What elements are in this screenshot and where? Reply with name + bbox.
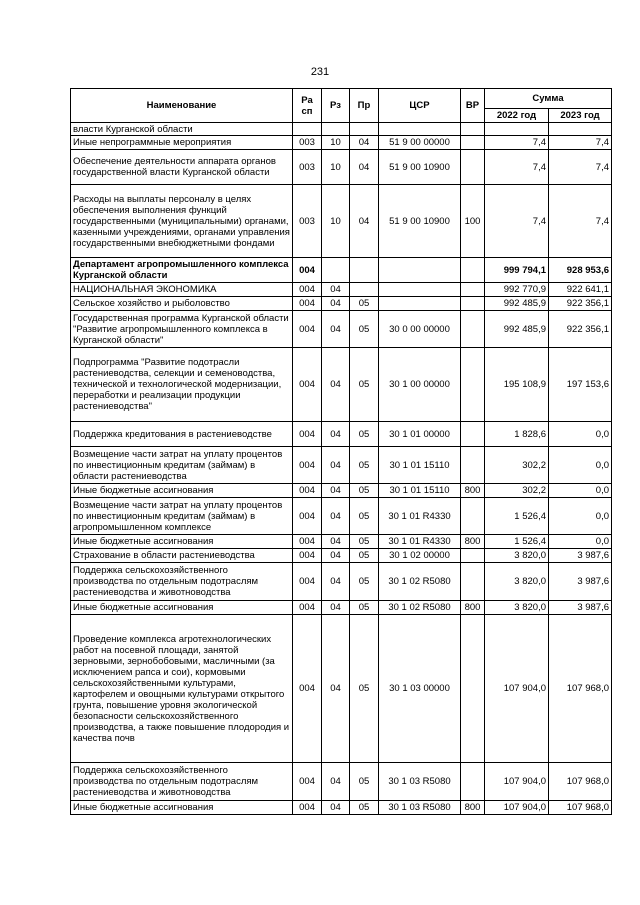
cell-vr bbox=[461, 447, 485, 484]
cell-rz: 10 bbox=[322, 136, 350, 150]
cell-vr bbox=[461, 136, 485, 150]
cell-name: Иные бюджетные ассигнования bbox=[71, 801, 293, 815]
header-year-2022: 2022 год bbox=[485, 109, 549, 123]
table-row bbox=[71, 447, 612, 484]
cell-rz: 04 bbox=[322, 801, 350, 815]
cell-rz: 04 bbox=[322, 563, 350, 601]
cell-csr: 51 9 00 10900 bbox=[379, 150, 461, 185]
cell-vr bbox=[461, 348, 485, 422]
cell-pr: 05 bbox=[350, 535, 379, 549]
cell-sum-2023: 0,0 bbox=[549, 422, 612, 447]
table-row bbox=[71, 311, 612, 348]
cell-vr bbox=[461, 563, 485, 601]
cell-csr bbox=[379, 258, 461, 283]
cell-rasp: 004 bbox=[293, 615, 322, 763]
cell-pr: 04 bbox=[350, 185, 379, 258]
cell-sum-2022: 3 820,0 bbox=[485, 563, 549, 601]
table-row bbox=[71, 258, 612, 283]
cell-sum-2022: 1 526,4 bbox=[485, 535, 549, 549]
cell-rz: 10 bbox=[322, 150, 350, 185]
cell-name: Поддержка сельскохозяйственного производства по отдельным подотраслям растениеводства и животноводства bbox=[71, 563, 293, 601]
header-sum: Сумма bbox=[485, 89, 612, 109]
table-row bbox=[71, 601, 612, 615]
cell-csr: 51 9 00 00000 bbox=[379, 136, 461, 150]
cell-rz: 04 bbox=[322, 283, 350, 297]
cell-rz: 04 bbox=[322, 348, 350, 422]
cell-pr: 05 bbox=[350, 484, 379, 498]
cell-name: Иные бюджетные ассигнования bbox=[71, 601, 293, 615]
cell-name: Иные бюджетные ассигнования bbox=[71, 535, 293, 549]
budget-table bbox=[70, 88, 612, 815]
cell-name: Поддержка сельскохозяйственного производства по отдельным подотраслям растениеводства и животноводства bbox=[71, 763, 293, 801]
cell-name: Сельское хозяйство и рыболовство bbox=[71, 297, 293, 311]
cell-vr: 100 bbox=[461, 185, 485, 258]
cell-rasp: 004 bbox=[293, 258, 322, 283]
cell-sum-2023: 107 968,0 bbox=[549, 763, 612, 801]
cell-rz: 04 bbox=[322, 484, 350, 498]
cell-sum-2023: 107 968,0 bbox=[549, 801, 612, 815]
cell-sum-2022: 195 108,9 bbox=[485, 348, 549, 422]
table-row bbox=[71, 297, 612, 311]
cell-name: Страхование в области растениеводства bbox=[71, 549, 293, 563]
cell-pr: 05 bbox=[350, 801, 379, 815]
cell-pr: 05 bbox=[350, 615, 379, 763]
cell-sum-2023: 3 987,6 bbox=[549, 549, 612, 563]
cell-sum-2023: 107 968,0 bbox=[549, 615, 612, 763]
cell-pr: 05 bbox=[350, 348, 379, 422]
table-row bbox=[71, 563, 612, 601]
cell-rasp: 003 bbox=[293, 136, 322, 150]
cell-rasp: 004 bbox=[293, 535, 322, 549]
cell-name: Расходы на выплаты персоналу в целях обеспечения выполнения функций государственными (муниципальными) органами, казенными учреждениями, органами управления государственными внебюджетными фондами bbox=[71, 185, 293, 258]
header-year-2023: 2023 год bbox=[549, 109, 612, 123]
cell-rz: 04 bbox=[322, 601, 350, 615]
cell-sum-2022: 107 904,0 bbox=[485, 615, 549, 763]
cell-pr: 04 bbox=[350, 136, 379, 150]
cell-sum-2023: 922 356,1 bbox=[549, 297, 612, 311]
cell-vr bbox=[461, 258, 485, 283]
table-row bbox=[71, 283, 612, 297]
cell-sum-2022: 992 770,9 bbox=[485, 283, 549, 297]
table-body bbox=[71, 123, 612, 815]
cell-pr bbox=[350, 258, 379, 283]
header-pr: Пр bbox=[350, 89, 379, 123]
cell-name: НАЦИОНАЛЬНАЯ ЭКОНОМИКА bbox=[71, 283, 293, 297]
cell-sum-2023: 922 641,1 bbox=[549, 283, 612, 297]
table-row bbox=[71, 549, 612, 563]
table-row bbox=[71, 498, 612, 535]
cell-rasp: 004 bbox=[293, 484, 322, 498]
cell-csr: 30 1 01 15110 bbox=[379, 484, 461, 498]
table-row bbox=[71, 348, 612, 422]
cell-sum-2022: 107 904,0 bbox=[485, 763, 549, 801]
cell-sum-2023: 7,4 bbox=[549, 136, 612, 150]
cell-pr: 05 bbox=[350, 763, 379, 801]
cell-vr bbox=[461, 283, 485, 297]
cell-rasp: 003 bbox=[293, 150, 322, 185]
cell-rasp: 004 bbox=[293, 801, 322, 815]
cell-csr: 30 0 00 00000 bbox=[379, 311, 461, 348]
cell-sum-2022: 992 485,9 bbox=[485, 297, 549, 311]
cell-rz: 04 bbox=[322, 763, 350, 801]
cell-rasp: 004 bbox=[293, 498, 322, 535]
table-row bbox=[71, 615, 612, 763]
cell-csr: 30 1 02 00000 bbox=[379, 549, 461, 563]
cell-rasp: 004 bbox=[293, 311, 322, 348]
cell-rz: 04 bbox=[322, 549, 350, 563]
cell-name: Обеспечение деятельности аппарата органов государственной власти Курганской области bbox=[71, 150, 293, 185]
cell-csr: 30 1 00 00000 bbox=[379, 348, 461, 422]
cell-vr bbox=[461, 422, 485, 447]
cell-csr: 30 1 02 R5080 bbox=[379, 601, 461, 615]
cell-csr: 30 1 03 R5080 bbox=[379, 801, 461, 815]
cell-sum-2022: 107 904,0 bbox=[485, 801, 549, 815]
cell-name: Департамент агропромышленного комплекса Курганской области bbox=[71, 258, 293, 283]
cell-sum-2022: 1 828,6 bbox=[485, 422, 549, 447]
cell-sum-2022: 3 820,0 bbox=[485, 601, 549, 615]
cell-sum-2023: 3 987,6 bbox=[549, 563, 612, 601]
table-row bbox=[71, 535, 612, 549]
table-row bbox=[71, 136, 612, 150]
table-row bbox=[71, 185, 612, 258]
cell-sum-2022: 7,4 bbox=[485, 185, 549, 258]
cell-sum-2023: 0,0 bbox=[549, 447, 612, 484]
cell-pr: 04 bbox=[350, 150, 379, 185]
cell-pr: 05 bbox=[350, 311, 379, 348]
cell-vr bbox=[461, 498, 485, 535]
cell-vr: 800 bbox=[461, 535, 485, 549]
cell-pr bbox=[350, 123, 379, 136]
cell-name: Поддержка кредитования в растениеводстве bbox=[71, 422, 293, 447]
cell-rasp: 003 bbox=[293, 185, 322, 258]
cell-csr bbox=[379, 283, 461, 297]
cell-pr bbox=[350, 283, 379, 297]
cell-rasp: 004 bbox=[293, 549, 322, 563]
header-rz: Рз bbox=[322, 89, 350, 123]
header-name: Наименование bbox=[71, 89, 293, 123]
cell-name: Возмещение части затрат на уплату процентов по инвестиционным кредитам (займам) в агропромышленном комплексе bbox=[71, 498, 293, 535]
cell-sum-2022: 7,4 bbox=[485, 136, 549, 150]
cell-csr: 30 1 01 R4330 bbox=[379, 498, 461, 535]
cell-rasp: 004 bbox=[293, 601, 322, 615]
cell-sum-2023: 3 987,6 bbox=[549, 601, 612, 615]
cell-name: Государственная программа Курганской области "Развитие агропромышленного комплекса в Курганской области" bbox=[71, 311, 293, 348]
cell-rasp: 004 bbox=[293, 348, 322, 422]
cell-sum-2023: 0,0 bbox=[549, 498, 612, 535]
cell-rasp bbox=[293, 123, 322, 136]
cell-rasp: 004 bbox=[293, 297, 322, 311]
table-row bbox=[71, 150, 612, 185]
header-vr: ВР bbox=[461, 89, 485, 123]
header-rasp bbox=[293, 89, 322, 123]
cell-rz: 04 bbox=[322, 422, 350, 447]
cell-rasp: 004 bbox=[293, 422, 322, 447]
cell-rasp: 004 bbox=[293, 763, 322, 801]
cell-sum-2022: 7,4 bbox=[485, 150, 549, 185]
cell-sum-2023: 928 953,6 bbox=[549, 258, 612, 283]
cell-csr: 30 1 01 00000 bbox=[379, 422, 461, 447]
cell-rasp: 004 bbox=[293, 563, 322, 601]
cell-vr bbox=[461, 123, 485, 136]
cell-rz: 04 bbox=[322, 535, 350, 549]
cell-pr: 05 bbox=[350, 549, 379, 563]
cell-rz bbox=[322, 258, 350, 283]
cell-rz: 04 bbox=[322, 311, 350, 348]
page-number: 231 bbox=[310, 66, 330, 78]
cell-pr: 05 bbox=[350, 601, 379, 615]
cell-csr: 30 1 03 R5080 bbox=[379, 763, 461, 801]
cell-vr bbox=[461, 615, 485, 763]
table-row bbox=[71, 422, 612, 447]
cell-sum-2023: 7,4 bbox=[549, 150, 612, 185]
cell-name: Иные непрограммные мероприятия bbox=[71, 136, 293, 150]
cell-csr: 30 1 03 00000 bbox=[379, 615, 461, 763]
cell-rz: 10 bbox=[322, 185, 350, 258]
cell-csr: 30 1 01 R4330 bbox=[379, 535, 461, 549]
cell-rasp: 004 bbox=[293, 283, 322, 297]
table-row bbox=[71, 123, 612, 136]
cell-rz: 04 bbox=[322, 297, 350, 311]
cell-name: Подпрограмма "Развитие подотрасли растениеводства, селекции и семеноводства, технической и технологической модернизации, переработки и реализации продукции растениеводства" bbox=[71, 348, 293, 422]
cell-name: Возмещение части затрат на уплату процентов по инвестиционным кредитам (займам) в области растениеводства bbox=[71, 447, 293, 484]
cell-sum-2023 bbox=[549, 123, 612, 136]
cell-vr: 800 bbox=[461, 801, 485, 815]
cell-sum-2022: 1 526,4 bbox=[485, 498, 549, 535]
cell-pr: 05 bbox=[350, 563, 379, 601]
cell-name: власти Курганской области bbox=[71, 123, 293, 136]
cell-name: Проведение комплекса агротехнологических работ на посевной площади, занятой зерновыми, зернобобовыми, масличными (за исключением рапса и сои), кормовыми сельскохозяйственными культурами, картофелем и овощными культурами открытого грунта, повышение уровня экологической безопасности сельскохозяйственного производства, а также повышение плодородия и качества почв bbox=[71, 615, 293, 763]
cell-sum-2023: 7,4 bbox=[549, 185, 612, 258]
cell-sum-2022: 999 794,1 bbox=[485, 258, 549, 283]
cell-csr: 51 9 00 10900 bbox=[379, 185, 461, 258]
cell-pr: 05 bbox=[350, 447, 379, 484]
table-row bbox=[71, 484, 612, 498]
cell-rz: 04 bbox=[322, 615, 350, 763]
cell-name: Иные бюджетные ассигнования bbox=[71, 484, 293, 498]
header-rasp-line1: Ра bbox=[301, 94, 313, 106]
cell-pr: 05 bbox=[350, 498, 379, 535]
header-csr: ЦСР bbox=[379, 89, 461, 123]
cell-vr: 800 bbox=[461, 484, 485, 498]
cell-vr bbox=[461, 150, 485, 185]
cell-sum-2023: 0,0 bbox=[549, 535, 612, 549]
cell-sum-2023: 0,0 bbox=[549, 484, 612, 498]
cell-vr bbox=[461, 549, 485, 563]
cell-sum-2023: 922 356,1 bbox=[549, 311, 612, 348]
cell-csr: 30 1 01 15110 bbox=[379, 447, 461, 484]
cell-csr bbox=[379, 297, 461, 311]
cell-sum-2022: 302,2 bbox=[485, 484, 549, 498]
table-row bbox=[71, 763, 612, 801]
cell-vr: 800 bbox=[461, 601, 485, 615]
cell-vr bbox=[461, 763, 485, 801]
header-rasp-line2: сп bbox=[301, 105, 313, 117]
cell-sum-2023: 197 153,6 bbox=[549, 348, 612, 422]
cell-sum-2022: 992 485,9 bbox=[485, 311, 549, 348]
table-row bbox=[71, 801, 612, 815]
cell-sum-2022 bbox=[485, 123, 549, 136]
cell-rz: 04 bbox=[322, 498, 350, 535]
cell-csr: 30 1 02 R5080 bbox=[379, 563, 461, 601]
cell-pr: 05 bbox=[350, 422, 379, 447]
cell-vr bbox=[461, 311, 485, 348]
cell-vr bbox=[461, 297, 485, 311]
cell-rasp: 004 bbox=[293, 447, 322, 484]
cell-rz bbox=[322, 123, 350, 136]
cell-rz: 04 bbox=[322, 447, 350, 484]
cell-sum-2022: 3 820,0 bbox=[485, 549, 549, 563]
cell-pr: 05 bbox=[350, 297, 379, 311]
cell-sum-2022: 302,2 bbox=[485, 447, 549, 484]
cell-csr bbox=[379, 123, 461, 136]
